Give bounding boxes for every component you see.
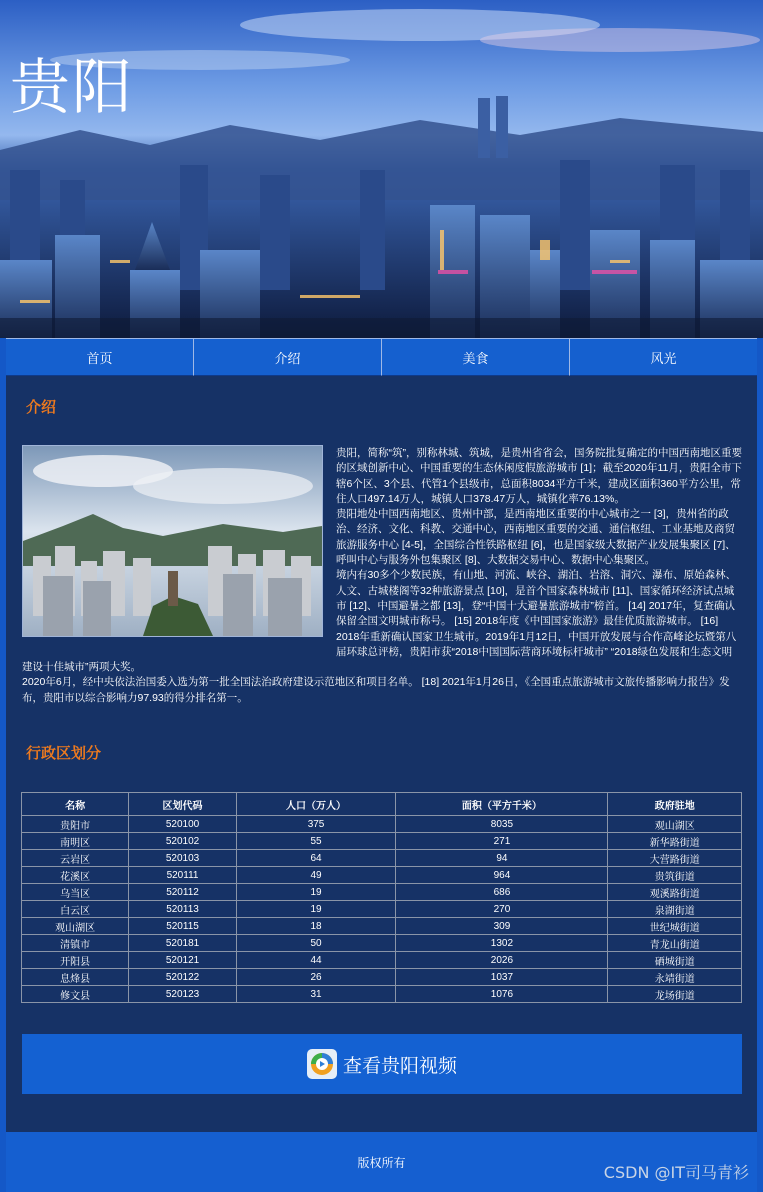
admin-division-table xyxy=(21,792,742,1003)
table-cell: 520181 xyxy=(129,935,236,952)
table-cell: 50 xyxy=(236,935,396,952)
table-cell: 观山湖区 xyxy=(608,816,742,833)
table-cell: 白云区 xyxy=(22,901,129,918)
table-cell: 清镇市 xyxy=(22,935,129,952)
page-title: 贵阳 xyxy=(10,53,134,123)
nav-item-scenery[interactable]: 风光 xyxy=(569,338,757,376)
table-cell: 1076 xyxy=(396,986,608,1003)
table-cell: 31 xyxy=(236,986,396,1003)
table-row xyxy=(22,935,742,952)
table-cell: 520111 xyxy=(129,867,236,884)
main-content xyxy=(6,376,757,1132)
view-video-label: 查看贵阳视频 xyxy=(342,1055,457,1077)
table-cell: 2026 xyxy=(396,952,608,969)
hero-banner xyxy=(0,0,763,338)
intro-paragraph: 贵阳地处中国西南地区、贵州中部，是西南地区重要的中心城市之一 [3]，贵州省的政治、经济、文化、科教、交通中心，西南地区重要的交通、通信枢纽、工业基地及商贸旅游服务中心 [4-5]，全国综合性铁路枢纽 [6]，也是国家级大数据产业发展集聚区 [7]、呼叫中心与服务外包集聚区 [8]、大数据交易中心、数据中心集聚区。 xyxy=(336,508,736,567)
column-header: 政府驻地 xyxy=(608,793,742,816)
nav-item-home[interactable]: 首页 xyxy=(6,338,193,376)
intro-paragraph: 贵阳，简称“筑”，别称林城、筑城，是贵州省省会，国务院批复确定的中国西南地区重要的区域创新中心、中国重要的生态休闲度假旅游城市 [1]；截至2020年11月，贵阳全市下辖6个区、3个县、代管1个县级市，总面积8034平方千米，建成区面积360平方公里，常住人口497.14万人，城镇人口378.47万人，城镇化率76.13%。 xyxy=(336,447,742,505)
table-cell: 18 xyxy=(236,918,396,935)
table-cell: 大营路街道 xyxy=(608,850,742,867)
table-cell: 964 xyxy=(396,867,608,884)
table-cell: 49 xyxy=(236,867,396,884)
table-cell: 青龙山街道 xyxy=(608,935,742,952)
table-cell: 520100 xyxy=(129,816,236,833)
table-cell: 19 xyxy=(236,884,396,901)
table-row xyxy=(22,816,742,833)
table-row xyxy=(22,969,742,986)
intro-paragraph: 境内有30多个少数民族，有山地、河流、峡谷、湖泊、岩溶、洞穴、瀑布、原始森林、人文、古城楼阁等32种旅游景点 [10]，是首个国家森林城市 [11]、国家循环经济试点城市 [12]、中国避暑之都 [13]，登“中国十大避暑旅游城市”榜首。 [14] 2017年，复查确认保留全国文明城市称号。 [15] 2018年度《中国国家旅游》最佳优质旅游城市。 [16] 2018年重新确认国家卫生城市。2019年1月12日，中国开放发展与合作高峰论坛暨第八届环球总评榜，贵阳市获“2018中国国际营商环境标杆城市” “2018绿色发展和生态文明建设十佳城市”两项大奖。 xyxy=(22,569,737,674)
table-cell: 520123 xyxy=(129,986,236,1003)
table-cell: 520103 xyxy=(129,850,236,867)
intro-paragraph: 2020年6月，经中央依法治国委入选为第一批全国法治政府建设示范地区和项目名单。 [18] 2021年1月26日，《全国重点旅游城市文旅传播影响力报告》发布，贵阳市以综合影响力97.93的得分排名第一。 xyxy=(22,676,730,704)
table-cell: 686 xyxy=(396,884,608,901)
table-cell: 520115 xyxy=(129,918,236,935)
table-cell: 龙场街道 xyxy=(608,986,742,1003)
table-cell: 开阳县 xyxy=(22,952,129,969)
watermark: CSDN @IT司马青衫 xyxy=(603,1163,749,1182)
table-cell: 泉湖街道 xyxy=(608,901,742,918)
table-row xyxy=(22,833,742,850)
table-cell: 1302 xyxy=(396,935,608,952)
table-row xyxy=(22,901,742,918)
nav-item-food[interactable]: 美食 xyxy=(381,338,569,376)
table-cell: 64 xyxy=(236,850,396,867)
table-row xyxy=(22,867,742,884)
copyright-text: 版权所有 xyxy=(357,1155,406,1170)
column-header: 区划代码 xyxy=(129,793,236,816)
intro-heading: 介绍 xyxy=(26,399,57,416)
table-cell: 309 xyxy=(396,918,608,935)
intro-city-photo xyxy=(22,445,323,637)
table-cell: 271 xyxy=(396,833,608,850)
table-cell: 520121 xyxy=(129,952,236,969)
table-cell: 44 xyxy=(236,952,396,969)
table-cell: 270 xyxy=(396,901,608,918)
column-header: 名称 xyxy=(22,793,129,816)
table-row xyxy=(22,850,742,867)
table-cell: 息烽县 xyxy=(22,969,129,986)
city-skyline-image xyxy=(0,0,763,338)
table-cell: 观山湖区 xyxy=(22,918,129,935)
table-cell: 19 xyxy=(236,901,396,918)
table-cell: 55 xyxy=(236,833,396,850)
table-cell: 520113 xyxy=(129,901,236,918)
table-cell: 乌当区 xyxy=(22,884,129,901)
table-cell: 贵筑街道 xyxy=(608,867,742,884)
view-video-button[interactable] xyxy=(22,1034,742,1094)
table-cell: 南明区 xyxy=(22,833,129,850)
table-cell: 1037 xyxy=(396,969,608,986)
table-row xyxy=(22,952,742,969)
column-header: 面积（平方千米） xyxy=(396,793,608,816)
table-cell: 新华路街道 xyxy=(608,833,742,850)
main-nav xyxy=(6,338,757,376)
table-cell: 云岩区 xyxy=(22,850,129,867)
table-cell: 94 xyxy=(396,850,608,867)
table-cell: 花溪区 xyxy=(22,867,129,884)
table-cell: 修文县 xyxy=(22,986,129,1003)
table-cell: 8035 xyxy=(396,816,608,833)
table-cell: 贵阳市 xyxy=(22,816,129,833)
table-row xyxy=(22,918,742,935)
column-header: 人口（万人） xyxy=(236,793,396,816)
media-player-icon xyxy=(307,1049,337,1079)
table-row xyxy=(22,986,742,1003)
table-cell: 520102 xyxy=(129,833,236,850)
table-cell: 硒城街道 xyxy=(608,952,742,969)
table-cell: 26 xyxy=(236,969,396,986)
table-row xyxy=(22,884,742,901)
table-cell: 永靖街道 xyxy=(608,969,742,986)
table-cell: 520112 xyxy=(129,884,236,901)
admin-heading: 行政区划分 xyxy=(26,745,102,762)
table-cell: 520122 xyxy=(129,969,236,986)
table-cell: 375 xyxy=(236,816,396,833)
table-cell: 世纪城街道 xyxy=(608,918,742,935)
nav-item-intro[interactable]: 介绍 xyxy=(193,338,381,376)
table-cell: 观溪路街道 xyxy=(608,884,742,901)
